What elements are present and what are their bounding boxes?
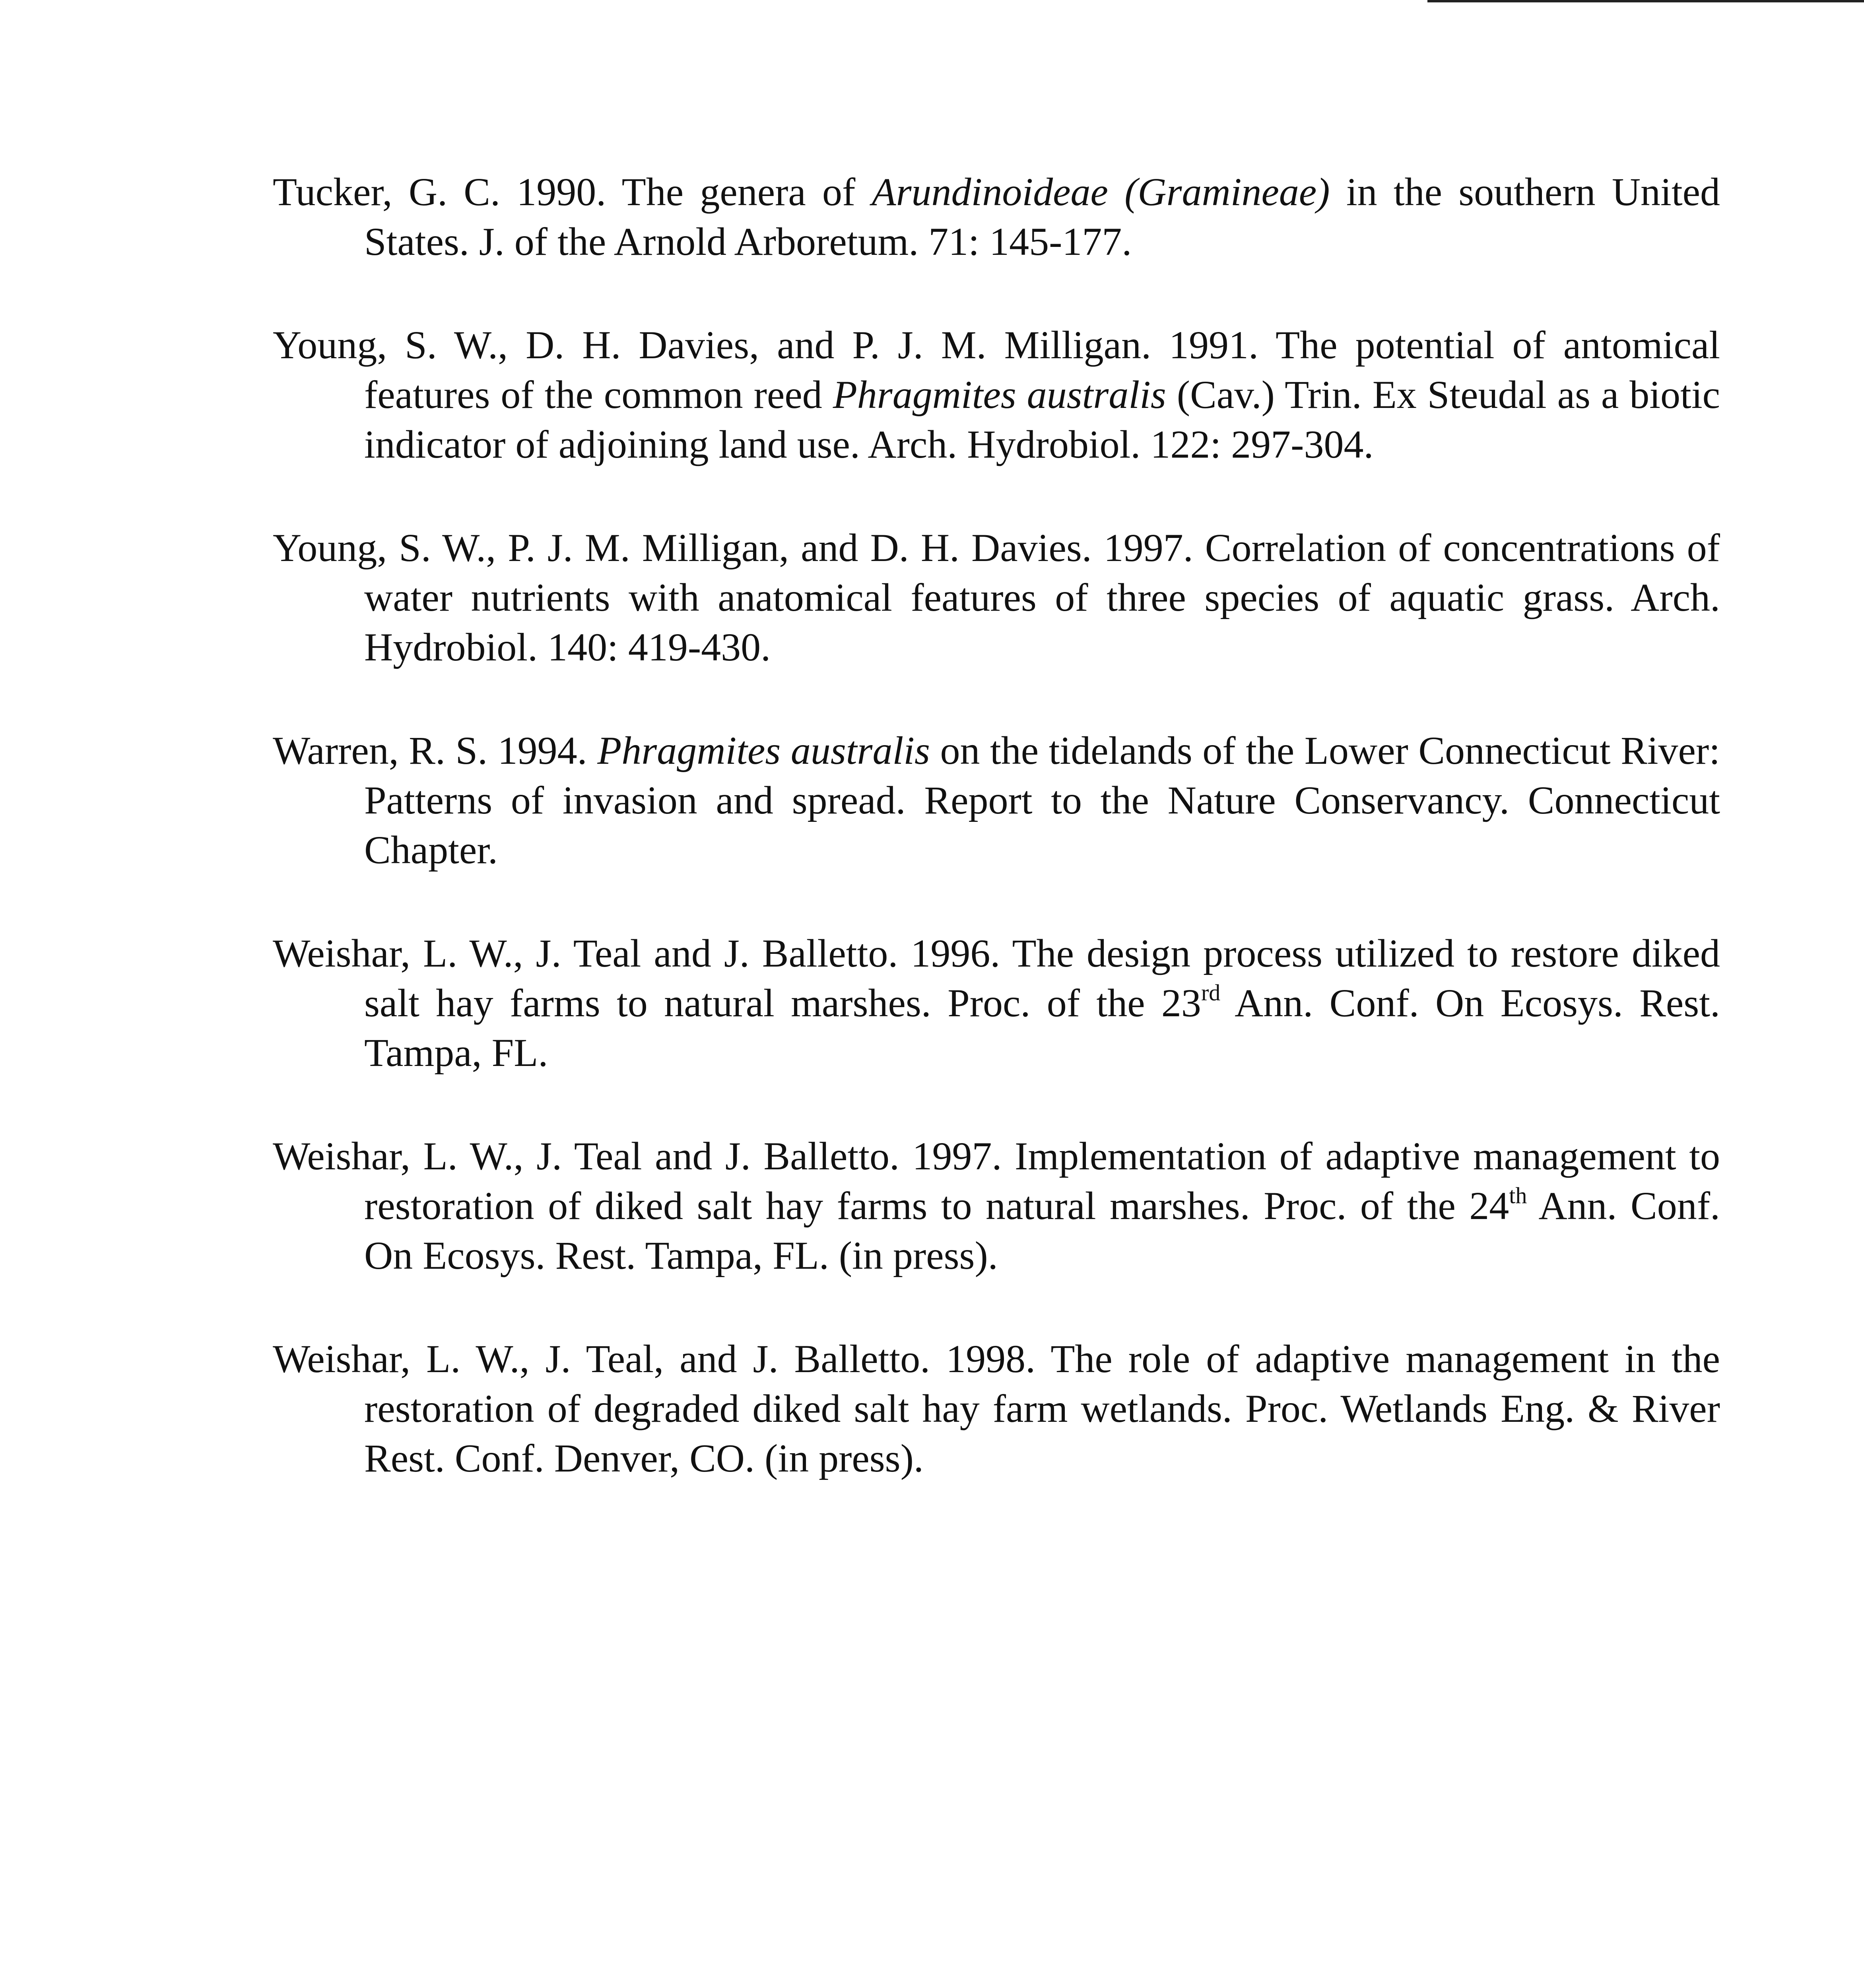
reference-list xyxy=(273,167,1720,1537)
reference-text: Correlation of concentrations of water nutrients with anatomical features of three species of aquatic grass. Arch. Hydrobiol. 140: 419-430. xyxy=(364,526,1720,669)
top-edge-rule xyxy=(1427,0,1864,2)
reference-entry-weishar-1997 xyxy=(273,1131,1720,1280)
reference-author-year: Weishar, L. W., J. Teal and J. Balletto. 1996. xyxy=(273,931,1000,975)
reference-author-year: Weishar, L. W., J. Teal, and J. Balletto. 1998. xyxy=(273,1337,1036,1381)
reference-text: in the southern United States. J. of the Arnold Arboretum. 71: 145-177. xyxy=(364,170,1720,264)
ordinal-superscript: rd xyxy=(1201,980,1221,1006)
reference-text xyxy=(587,728,598,773)
reference-author-year: Young, S. W., D. H. Davies, and P. J. M. Milligan. 1991. xyxy=(273,323,1259,367)
reference-entry-young-1997 xyxy=(273,523,1720,672)
reference-text: The genera of xyxy=(606,170,872,214)
reference-entry-weishar-1998 xyxy=(273,1334,1720,1483)
reference-text: Ann. Conf. On Ecosys. Rest. Tampa, FL. (in press). xyxy=(364,1184,1720,1277)
reference-author-year: Young, S. W., P. J. M. Milligan, and D. H. Davies. 1997. xyxy=(273,526,1193,570)
reference-text: The design process utilized to restore diked salt hay farms to natural marshes. Proc. of the 23 xyxy=(364,931,1720,1025)
reference-entry-young-1991 xyxy=(273,320,1720,469)
reference-text: on the tidelands of the Lower Connecticut River: Patterns of invasion and spread. Report to the Nature Conservancy. Connecticut Chapter. xyxy=(364,728,1720,872)
reference-author-year: Tucker, G. C. 1990. xyxy=(273,170,606,214)
reference-author-year: Warren, R. S. 1994. xyxy=(273,728,587,773)
reference-text: Ann. Conf. On Ecosys. Rest. Tampa, FL. xyxy=(364,981,1720,1075)
reference-text: The potential of antomical features of the common reed xyxy=(364,323,1720,417)
reference-entry-tucker-1990 xyxy=(273,167,1720,266)
ordinal-superscript: th xyxy=(1509,1182,1527,1208)
reference-taxon-italic: Phragmites australis xyxy=(597,728,930,773)
reference-text: Implementation of adaptive management to restoration of diked salt hay farms to natural marshes. Proc. of the 24 xyxy=(364,1134,1720,1228)
reference-text: The role of adaptive management in the restoration of degraded diked salt hay farm wetlands. Proc. Wetlands Eng. & River Rest. Conf. Denver, CO. (in press). xyxy=(364,1337,1720,1480)
reference-entry-warren-1994 xyxy=(273,726,1720,875)
reference-author-year: Weishar, L. W., J. Teal and J. Balletto. 1997. xyxy=(273,1134,1002,1178)
reference-taxon-italic: Phragmites australis xyxy=(833,373,1166,417)
reference-taxon-italic: Arundinoideae (Gramineae) xyxy=(872,170,1330,214)
reference-entry-weishar-1996 xyxy=(273,928,1720,1077)
reference-text: (Cav.) Trin. Ex Steudal as a biotic indicator of adjoining land use. Arch. Hydrobiol. 122: 297-304. xyxy=(364,373,1720,466)
